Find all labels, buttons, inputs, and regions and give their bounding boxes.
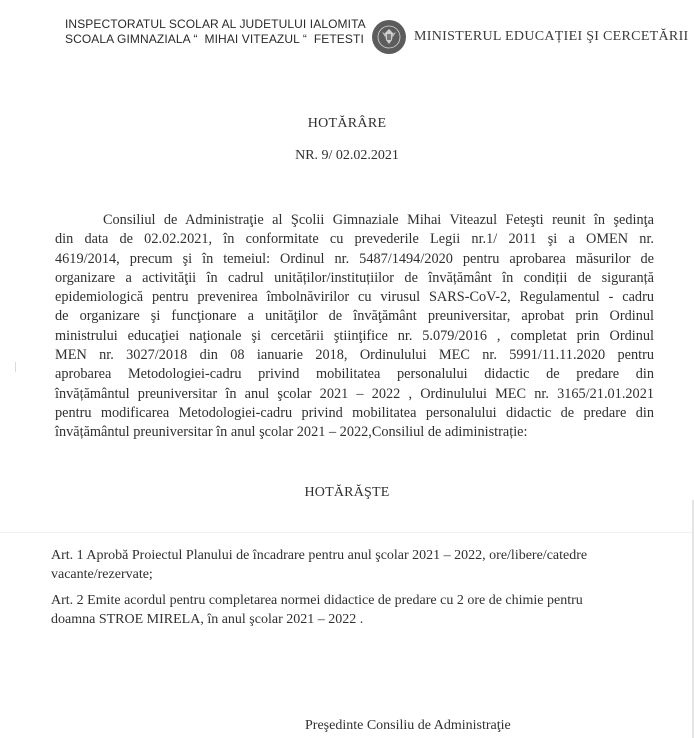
inspectorate-name: INSPECTORATUL SCOLAR AL JUDETULUI IALOMITA bbox=[65, 17, 366, 31]
preamble-line: învățământul preuniversitar în anul şcolar 2021 – 2022,Consiliul de adiministrație: bbox=[55, 424, 528, 441]
preamble-paragraph bbox=[55, 211, 654, 443]
scan-divider bbox=[0, 532, 694, 533]
preamble-line: învățământul preuniversitar în anul şcolar 2021 – 2022 , Ordinulului MEC nr. 3165/21.01.2021 bbox=[55, 385, 654, 402]
preamble-line: pentru modificarea Metodologiei-cadru privind mobilitatea personalului didactic de predare din bbox=[55, 404, 654, 421]
article-1-line-1: Art. 1 Aprobă Proiectul Planului de încadrare pentru anul şcolar 2021 – 2022, ore/libere/catedre bbox=[51, 548, 588, 563]
preamble-line: de organizare şi funcţionare a unităţilor de învăţământ preuniversitar, aprobat prin Ordinul bbox=[55, 308, 654, 325]
document-title: HOTĂRÂRE bbox=[307, 116, 387, 131]
preamble-line: MEN nr. 3027/2018 din 08 ianuarie 2018, Ordinulului MEC nr. 5991/11.11.2020 pentru bbox=[55, 347, 654, 364]
preamble-line: 4619/2014, precum şi în temeiul: Ordinul nr. 5487/1494/2020 pentru aprobarea măsurilor de bbox=[55, 250, 654, 267]
government-seal-icon bbox=[372, 20, 406, 54]
decision-heading: HOTĂRĂŞTE bbox=[304, 485, 390, 500]
article-1 bbox=[51, 546, 611, 584]
school-name: SCOALA GIMNAZIALA “ MIHAI VITEAZUL “ FETESTI bbox=[65, 32, 364, 46]
article-1-line-2: vacante/rezervate; bbox=[51, 567, 153, 582]
preamble-line: aprobarea Metodologiei-cadru privind mobilitatea personalului didactic de predare din bbox=[55, 366, 654, 383]
article-2 bbox=[51, 591, 611, 629]
preamble-line: din data de 02.02.2021, în conformitate cu prevederile Legii nr.1/ 2011 şi a OMEN nr. bbox=[55, 231, 654, 248]
institution-header bbox=[65, 17, 366, 47]
article-2-line-2: doamna STROE MIRELA, în anul şcolar 2021 – 2022 . bbox=[51, 612, 364, 627]
margin-mark bbox=[15, 362, 16, 372]
preamble-line: organizare a activităţii în cadrul unităților/instituțiilor de învățământ în condiții de siguranță bbox=[55, 269, 654, 286]
article-2-line-1: Art. 2 Emite acordul pentru completarea normei didactice de predare cu 2 ore de chimie pentru bbox=[51, 593, 583, 608]
preamble-line: epidemiologică pentru prevenirea îmbolnăvirilor cu virusul SARS-CoV-2, Regulamentul - cadru bbox=[55, 289, 654, 306]
preamble-line: ministrului educaţiei naţionale şi cercetării ştiinţifice nr. 5.079/2016 , completat prin Ordinul bbox=[55, 327, 654, 344]
ministry-name: MINISTERUL EDUCAȚIEI ŞI CERCETĂRII bbox=[414, 29, 689, 44]
ministry-header bbox=[372, 20, 689, 54]
signature-title: Preşedinte Consiliu de Administraţie bbox=[305, 718, 511, 733]
preamble-line: Consiliul de Administraţie al Şcolii Gimnaziale Mihai Viteazul Feteşti reunit în şedinţa bbox=[103, 212, 654, 228]
decision-number: NR. 9/ 02.02.2021 bbox=[295, 148, 399, 163]
